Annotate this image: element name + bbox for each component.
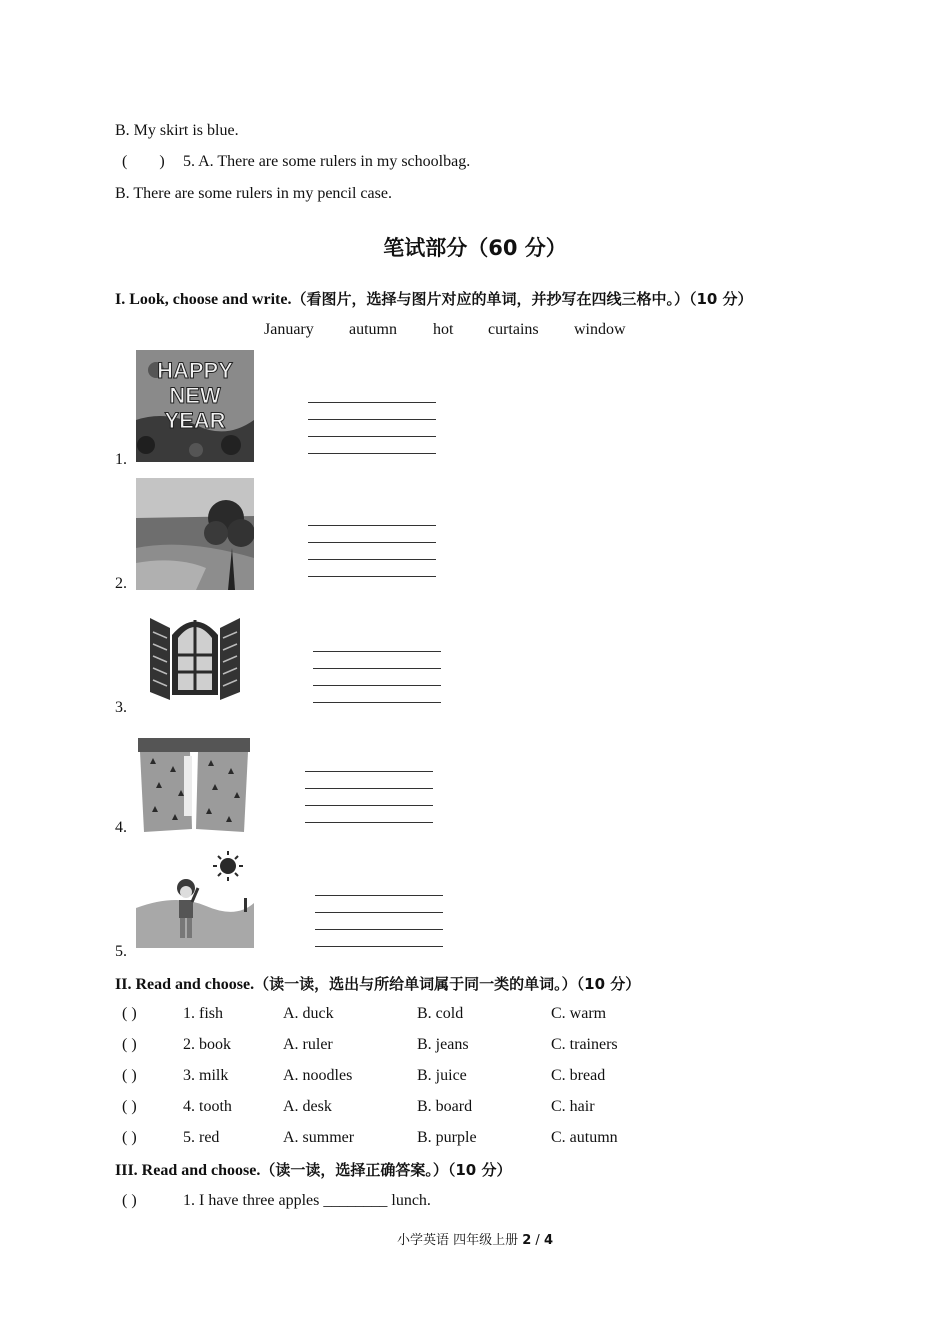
word-bank-item: January xyxy=(264,321,314,338)
answer-paren[interactable]: ( ) xyxy=(122,1005,137,1022)
item-number: 2. xyxy=(115,575,127,592)
footer-book-title: 小学英语 四年级上册 xyxy=(396,1233,523,1248)
happy-new-year-picture xyxy=(136,350,254,462)
footer-page-number: 2 xyxy=(522,1233,532,1248)
option-c: C. bread xyxy=(551,1067,606,1084)
option-c: C. hair xyxy=(551,1098,595,1115)
listening-option-b-skirt: B. My skirt is blue. xyxy=(115,122,239,139)
section1-heading-cn: （看图片，选择与图片对应的单词，并抄写在四线三格中。）（10 分） xyxy=(291,290,753,308)
question-row xyxy=(115,1192,735,1214)
answer-paren[interactable]: ( ) xyxy=(122,1036,137,1053)
answer-paren[interactable]: ( ) xyxy=(122,1067,137,1084)
word-bank-item: curtains xyxy=(488,321,539,338)
answer-paren[interactable]: ( ) xyxy=(122,1129,137,1146)
question-row xyxy=(115,1098,735,1120)
answer-paren: ( ) xyxy=(122,153,165,170)
item-number: 3. xyxy=(115,699,127,716)
option-b: B. jeans xyxy=(417,1036,469,1053)
question-word: 5. red xyxy=(183,1129,220,1146)
option-b: B. juice xyxy=(417,1067,467,1084)
four-line-writing-area[interactable] xyxy=(308,402,436,456)
section2-heading xyxy=(115,974,640,995)
question-text: 1. I have three apples ________ lunch. xyxy=(183,1192,431,1209)
option-a: A. noodles xyxy=(283,1067,353,1084)
section3-heading-cn: （读一读，选择正确答案。）（10 分） xyxy=(260,1161,512,1179)
autumn-landscape-picture xyxy=(136,478,254,590)
option-a: A. duck xyxy=(283,1005,334,1022)
listening-option-b-rulers: B. There are some rulers in my pencil case. xyxy=(115,185,392,202)
section2-heading-cn: （读一读，选出与所给单词属于同一类的单词。）（10 分） xyxy=(254,975,641,993)
question-row xyxy=(115,1036,735,1058)
option-c: C. trainers xyxy=(551,1036,618,1053)
curtains-picture xyxy=(136,724,254,836)
question-word: 2. book xyxy=(183,1036,231,1053)
item-number: 4. xyxy=(115,819,127,836)
question-word: 4. tooth xyxy=(183,1098,232,1115)
written-section-title: 笔试部分（60 分） xyxy=(383,236,567,260)
option-b: B. board xyxy=(417,1098,473,1115)
question-row xyxy=(115,1129,735,1151)
option-b: B. purple xyxy=(417,1129,477,1146)
word-bank-item: hot xyxy=(433,321,454,338)
pic-text-happy: HAPPY xyxy=(157,358,233,383)
option-c: C. warm xyxy=(551,1005,607,1022)
four-line-writing-area[interactable] xyxy=(308,525,436,579)
four-line-writing-area[interactable] xyxy=(313,651,441,705)
item-number: 1. xyxy=(115,451,127,468)
section3-heading xyxy=(115,1160,511,1181)
footer-separator: / xyxy=(531,1233,544,1248)
four-line-writing-area[interactable] xyxy=(315,895,443,949)
section2-heading-en: II. Read and choose. xyxy=(115,976,255,993)
window-picture xyxy=(136,600,254,712)
word-bank-item: window xyxy=(574,321,626,338)
option-c: C. autumn xyxy=(551,1129,618,1146)
section1-heading xyxy=(115,289,753,310)
four-line-writing-area[interactable] xyxy=(305,771,433,825)
hot-weather-picture xyxy=(136,848,254,960)
footer-page-total: 4 xyxy=(543,1233,553,1248)
question-word: 3. milk xyxy=(183,1067,229,1084)
pic-text-new: NEW xyxy=(169,383,221,408)
option-a: A. ruler xyxy=(283,1036,333,1053)
section3-heading-en: III. Read and choose. xyxy=(115,1162,261,1179)
option-a: A. summer xyxy=(283,1129,355,1146)
answer-paren[interactable]: ( ) xyxy=(122,1098,137,1115)
section1-heading-en: I. Look, choose and write. xyxy=(115,291,292,308)
option-b: B. cold xyxy=(417,1005,464,1022)
pic-text-year: YEAR xyxy=(164,408,226,433)
page-footer xyxy=(0,1229,950,1248)
answer-paren[interactable]: ( ) xyxy=(122,1192,137,1209)
question-word: 1. fish xyxy=(183,1005,223,1022)
option-a: A. desk xyxy=(283,1098,332,1115)
word-bank-item: autumn xyxy=(349,321,397,338)
question-row xyxy=(115,1005,735,1027)
item-number: 5. xyxy=(115,943,127,960)
question-row xyxy=(115,1067,735,1089)
listening-question-5: 5. A. There are some rulers in my schoolbag. xyxy=(183,153,471,170)
